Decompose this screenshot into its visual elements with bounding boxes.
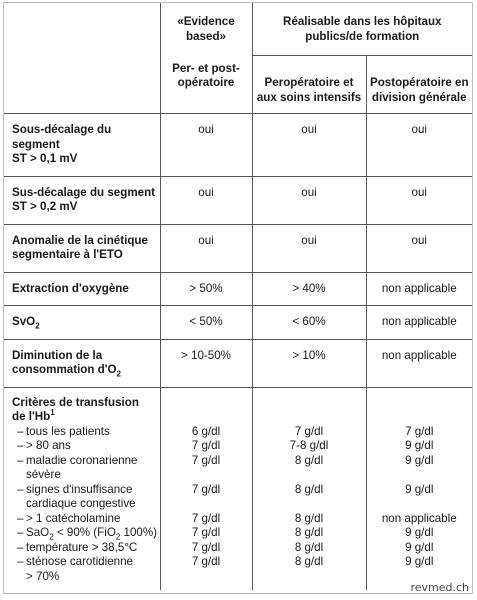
cell-evidence: oui bbox=[160, 114, 252, 177]
cell-postop: oui bbox=[366, 176, 472, 224]
item-text: température > 38,5°C bbox=[26, 540, 138, 554]
cell-postop: oui bbox=[366, 224, 472, 272]
header-row-1 bbox=[4, 3, 472, 56]
table-row bbox=[4, 339, 472, 387]
item-text-line2: > 70% bbox=[26, 569, 60, 583]
row-label-line1: Anomalie de la cinétique bbox=[12, 233, 148, 247]
value-cell: 6 g/dl bbox=[191, 424, 221, 438]
value-list bbox=[253, 425, 366, 570]
list-item bbox=[4, 439, 160, 454]
row-label-subscript: 2 bbox=[116, 369, 121, 379]
header-row-2 bbox=[4, 56, 472, 114]
transfusion-title-line1: Critères de transfusion bbox=[12, 395, 139, 409]
header-peroperatoire bbox=[252, 56, 366, 114]
value-cell: 8 g/dl bbox=[294, 482, 324, 496]
value-cell: 9 g/dl bbox=[405, 482, 434, 496]
row-label-line2: consommation d'O bbox=[12, 363, 117, 376]
transfusion-row bbox=[4, 387, 472, 590]
item-text: > 80 ans bbox=[26, 439, 71, 452]
row-label bbox=[4, 114, 160, 177]
row-label bbox=[4, 306, 160, 340]
row-label-line2: ST > 0,1 mV bbox=[12, 152, 78, 165]
table-frame bbox=[3, 2, 473, 594]
row-label-line1: Sous-décalage du segment bbox=[12, 123, 112, 151]
item-subscript: 2 bbox=[49, 532, 54, 542]
value-cell: 7 g/dl bbox=[191, 511, 221, 525]
watermark: revmed.ch bbox=[410, 581, 469, 594]
dash-mark: – bbox=[17, 453, 24, 467]
cell-postop: oui bbox=[366, 114, 472, 177]
value-cell: 8 g/dl bbox=[294, 540, 324, 554]
list-item bbox=[4, 541, 160, 556]
cell-perop: oui bbox=[252, 114, 366, 177]
row-label bbox=[4, 272, 160, 306]
value-list bbox=[161, 425, 252, 570]
row-label-subscript: 2 bbox=[35, 321, 40, 331]
transfusion-title bbox=[4, 396, 160, 425]
value-list bbox=[367, 425, 473, 570]
item-text-mid: < 90% (FiO bbox=[53, 526, 116, 539]
value-cell: 8 g/dl bbox=[294, 555, 324, 568]
row-label-line1: Sus-décalage du segment bbox=[12, 185, 156, 199]
table-row bbox=[4, 114, 472, 177]
value-cell: 7 g/dl bbox=[294, 424, 324, 438]
list-item bbox=[4, 512, 160, 527]
value-cell: 7 g/dl bbox=[191, 526, 221, 539]
list-item bbox=[4, 483, 160, 512]
header-evidence-based bbox=[160, 3, 252, 56]
transfusion-footnote-mark: 1 bbox=[50, 408, 55, 418]
transfusion-title-line2: de l'Hb bbox=[12, 410, 51, 423]
header-empty-cell-2 bbox=[4, 56, 160, 114]
cell-perop: > 10% bbox=[252, 339, 366, 387]
header-perop-line1: Peropératoire et bbox=[264, 76, 354, 89]
cell-evidence: > 50% bbox=[160, 272, 252, 306]
header-evidence-line2: based» bbox=[186, 29, 226, 43]
table-row bbox=[4, 176, 472, 224]
item-text: maladie coronarienne bbox=[26, 453, 138, 467]
item-text: signes d'insuffisance bbox=[26, 482, 133, 496]
cell-postop: non applicable bbox=[366, 272, 472, 306]
value-cell: 7 g/dl bbox=[191, 540, 221, 554]
row-label bbox=[4, 176, 160, 224]
value-cell: 9 g/dl bbox=[405, 555, 434, 568]
cell-perop: oui bbox=[252, 176, 366, 224]
value-cell: 8 g/dl bbox=[294, 526, 324, 539]
dash-mark: – bbox=[17, 511, 24, 525]
transfusion-perop-col bbox=[252, 387, 366, 590]
row-label bbox=[4, 339, 160, 387]
cell-perop: < 60% bbox=[252, 306, 366, 340]
list-item bbox=[4, 555, 160, 584]
row-label-line2: ST > 0,2 mV bbox=[12, 200, 78, 213]
transfusion-postop-col bbox=[366, 387, 472, 590]
value-cell: 7-8 g/dl bbox=[289, 439, 329, 452]
header-realisable bbox=[252, 3, 472, 56]
header-empty-cell bbox=[4, 3, 160, 56]
row-label-main: SvO bbox=[12, 315, 36, 328]
table-row bbox=[4, 224, 472, 272]
cell-evidence: > 10-50% bbox=[160, 339, 252, 387]
row-label bbox=[4, 224, 160, 272]
value-cell: 7 g/dl bbox=[191, 482, 221, 496]
value-cell: 7 g/dl bbox=[405, 424, 434, 438]
dash-mark: – bbox=[17, 526, 24, 539]
item-text-line2: cardiaque congestive bbox=[26, 497, 136, 510]
header-per-post bbox=[160, 56, 252, 114]
table-row bbox=[4, 272, 472, 306]
dash-mark: – bbox=[17, 555, 24, 568]
value-cell: 9 g/dl bbox=[405, 439, 434, 452]
dash-mark: – bbox=[17, 439, 24, 452]
cell-postop: non applicable bbox=[366, 339, 472, 387]
value-cell: 8 g/dl bbox=[294, 511, 324, 525]
header-perop-line2: aux soins intensifs bbox=[256, 90, 362, 104]
value-cell: non applicable bbox=[381, 511, 457, 525]
cell-evidence: < 50% bbox=[160, 306, 252, 340]
header-realisable-line2: publics/de formation bbox=[305, 29, 420, 43]
cell-evidence: oui bbox=[160, 224, 252, 272]
header-realisable-line1: Réalisable dans les hôpitaux bbox=[283, 15, 442, 28]
row-label-line2: segmentaire à l'ETO bbox=[12, 248, 123, 261]
value-cell: 9 g/dl bbox=[405, 453, 434, 467]
list-item bbox=[4, 425, 160, 440]
value-cell: 7 g/dl bbox=[191, 439, 221, 452]
dash-mark: – bbox=[17, 540, 24, 554]
transfusion-label-cell bbox=[4, 387, 160, 590]
dash-mark: – bbox=[17, 424, 24, 438]
list-item bbox=[4, 454, 160, 483]
row-label-line1: Extraction d'oxygène bbox=[12, 281, 129, 295]
item-text-line2: sévère bbox=[26, 468, 61, 481]
cell-perop: oui bbox=[252, 224, 366, 272]
value-cell: 9 g/dl bbox=[405, 540, 434, 554]
header-postop-line2: division générale bbox=[371, 90, 467, 104]
header-postop-line1: Postopératoire en bbox=[369, 76, 469, 89]
item-text: tous les patients bbox=[26, 424, 110, 438]
list-item bbox=[4, 526, 160, 541]
item-text-end: 100%) bbox=[120, 526, 158, 539]
table-row bbox=[4, 306, 472, 340]
value-cell: 8 g/dl bbox=[294, 453, 324, 467]
cell-perop: > 40% bbox=[252, 272, 366, 306]
item-text: SaO bbox=[26, 526, 50, 539]
cell-postop: non applicable bbox=[366, 306, 472, 340]
dash-mark: – bbox=[17, 482, 24, 496]
header-perpost-line1: Per- et post- bbox=[172, 61, 240, 75]
header-perpost-line2: opératoire bbox=[177, 76, 235, 89]
criteria-table bbox=[4, 3, 472, 590]
value-cell: 7 g/dl bbox=[191, 555, 221, 568]
header-postoperatoire bbox=[366, 56, 472, 114]
item-text: sténose carotidienne bbox=[26, 555, 133, 568]
item-text: > 1 catécholamine bbox=[26, 511, 121, 525]
value-cell: 9 g/dl bbox=[405, 526, 434, 539]
transfusion-evidence-col bbox=[160, 387, 252, 590]
item-subscript: 2 bbox=[115, 532, 121, 542]
row-label-line1: Diminution de la bbox=[12, 348, 103, 362]
header-evidence-line1: «Evidence bbox=[177, 15, 235, 28]
cell-evidence: oui bbox=[160, 176, 252, 224]
value-cell: 7 g/dl bbox=[191, 453, 221, 467]
